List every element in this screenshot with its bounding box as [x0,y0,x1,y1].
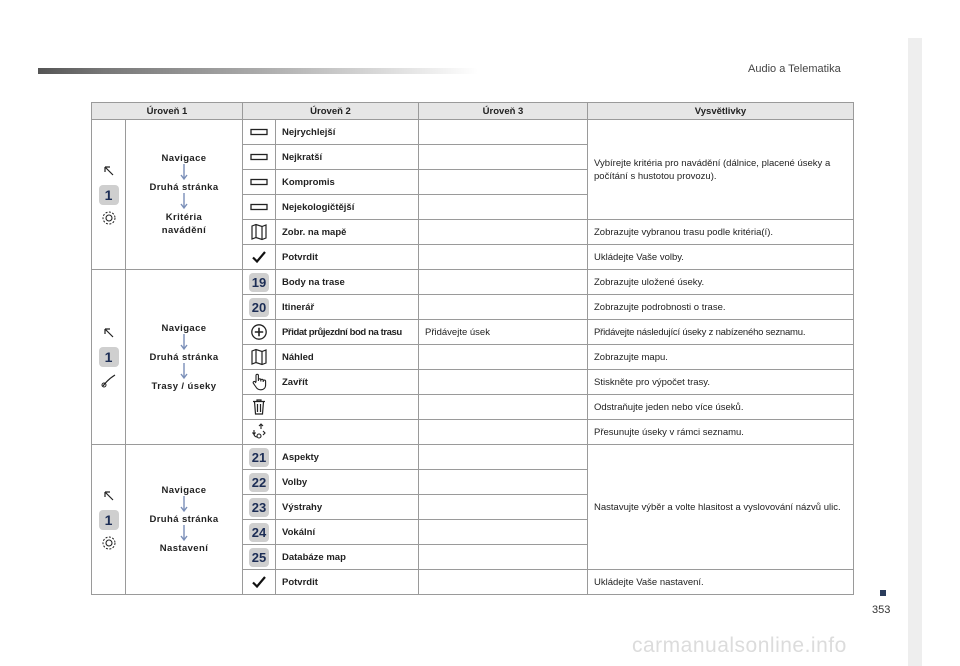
criteria-icon [101,210,117,226]
item-description: Zobrazujte vybranou trasu podle kritéria(í). [588,220,854,245]
path-step: Trasy / úseky [151,380,217,392]
item-description: Přesunujte úseky v rámci seznamu. [588,420,854,445]
item-description: Zobrazujte mapu. [588,345,854,370]
item-label: Náhled [276,345,419,370]
navigation-icon [101,164,117,180]
path-step: Navigace [161,485,207,496]
side-strip [908,38,922,666]
item-description: Vybírejte kritéria pro navádění (dálnice, placené úseky a počítání s hustotou provozu). [588,120,854,220]
item-label: Potvrdit [276,245,419,270]
item-description: Nastavujte výběr a volte hlasitost a vyslovování názvů ulic. [588,445,854,570]
number-badge: 1 [99,510,119,530]
level1-icons-cell [92,270,126,445]
item-label: Nejekologičtější [276,195,419,220]
header-level-3: Úroveň 3 [419,103,588,120]
arrow-down-icon [179,334,189,352]
bar-icon [250,173,268,191]
header-level-1: Úroveň 1 [92,103,243,120]
item-label: Nejkratší [276,145,419,170]
number-badge: 19 [249,273,269,292]
header-gradient-bar [38,68,478,74]
route-icon [101,372,117,388]
path-step: Nastavení [159,543,209,554]
item-label: Aspekty [276,445,419,470]
level1-icons-cell [92,445,126,595]
check-icon [250,573,268,591]
page-mark [880,590,886,596]
bar-icon [250,123,268,141]
path-step: Druhá stránka [149,351,219,363]
item-description: Ukládejte Vaše volby. [588,245,854,270]
item-description: Stiskněte pro výpočet trasy. [588,370,854,395]
item-level3: Přidávejte úsek [419,320,588,345]
navigation-icon [101,326,117,342]
item-label: Itinerář [276,295,419,320]
menu-table [91,102,854,595]
bar-icon [250,148,268,166]
number-badge: 25 [249,548,269,567]
header-level-2: Úroveň 2 [243,103,419,120]
navigation-icon [101,489,117,505]
header-explanation: Vysvětlivky [588,103,854,120]
path-step: Navigace [161,152,207,164]
number-badge: 21 [249,448,269,467]
item-description: Zobrazujte uložené úseky. [588,270,854,295]
number-badge: 23 [249,498,269,517]
item-description: Ukládejte Vaše nastavení. [588,570,854,595]
table-header-row [92,103,854,120]
reorder-icon [250,423,268,441]
path-step: Druhá stránka [149,514,219,525]
item-label: Nejrychlejší [276,120,419,145]
item-description: Přidávejte následující úseky z nabízeného seznamu. [588,320,854,345]
item-label [276,420,419,445]
plus-circle-icon [250,323,268,341]
map-icon [250,348,268,366]
hand-icon [250,373,268,391]
level1-path-cell [126,270,243,445]
trash-icon [250,398,268,416]
item-label: Zavřít [276,370,419,395]
number-badge: 20 [249,298,269,317]
arrow-down-icon [179,525,189,543]
map-icon [250,223,268,241]
item-label: Výstrahy [276,495,419,520]
path-step: Navigace [161,322,207,334]
number-badge: 1 [99,347,119,367]
path-step: Druhá stránka [149,181,219,193]
item-label: Databáze map [276,545,419,570]
table-row [92,445,854,470]
settings-icon [101,535,117,551]
item-description: Zobrazujte podrobnosti o trase. [588,295,854,320]
page-header-title: Audio a Telematika [748,63,841,75]
number-badge: 1 [99,185,119,205]
item-label: Přidat průjezdní bod na trasu [276,320,419,345]
item-label: Volby [276,470,419,495]
page-number: 353 [872,604,891,616]
item-label: Zobr. na mapě [276,220,419,245]
table-row [92,120,854,145]
level1-path-cell [126,120,243,270]
arrow-down-icon [179,363,189,381]
arrow-down-icon [179,496,189,514]
path-step: Kritéria navádění [161,211,207,236]
watermark: carmanualsonline.info [632,634,847,657]
arrow-down-icon [179,164,189,182]
arrow-down-icon [179,193,189,211]
level1-icons-cell [92,120,126,270]
check-icon [250,248,268,266]
number-badge: 22 [249,473,269,492]
bar-icon [250,198,268,216]
item-description: Odstraňujte jeden nebo více úseků. [588,395,854,420]
table-row [92,270,854,295]
level1-path-cell [126,445,243,595]
item-label: Potvrdit [276,570,419,595]
item-label: Kompromis [276,170,419,195]
item-label: Body na trase [276,270,419,295]
item-label: Vokální [276,520,419,545]
number-badge: 24 [249,523,269,542]
item-label [276,395,419,420]
